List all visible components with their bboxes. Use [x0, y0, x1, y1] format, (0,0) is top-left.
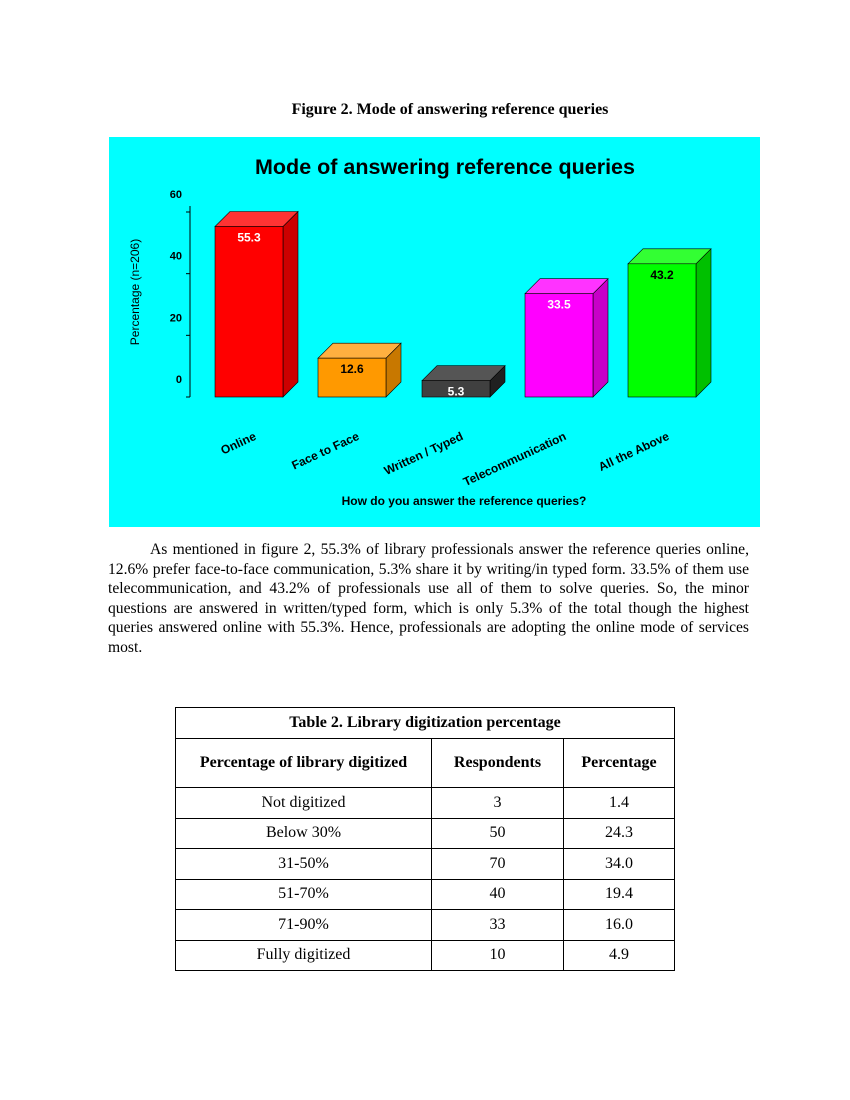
- bar-value-label: 43.2: [650, 267, 674, 282]
- chart-svg: [109, 137, 760, 527]
- bar-online: [215, 226, 283, 397]
- body-paragraph: As mentioned in figure 2, 55.3% of library professionals answer the reference queries online, 12.6% prefer face-to-face communication, 5.3% share it by writing/in typed form. 33.5% of them use telecommunication, and 43.2% of professionals use all of them to solve queries. So, the minor questions are answered in written/typed form, which is only 5.3% of the total though the highest queries answered online with 55.3%. Hence, professionals are adopting the online mode of services most.: [108, 541, 749, 656]
- table-cell: 70: [432, 849, 564, 880]
- bar-top: [422, 366, 505, 381]
- table-cell: 19.4: [564, 879, 675, 910]
- category-label: Online: [218, 429, 259, 458]
- table-row: [176, 849, 675, 880]
- bar-side: [593, 279, 608, 397]
- column-header-percentage: Percentage: [564, 739, 675, 788]
- bar-top: [628, 249, 711, 264]
- table-cell: Not digitized: [176, 788, 432, 819]
- y-tick-label: 20: [169, 312, 182, 325]
- y-tick-label: 60: [169, 189, 182, 201]
- bar-side: [696, 249, 711, 397]
- y-axis-label: Percentage (n=206): [128, 238, 142, 346]
- table-cell: 1.4: [564, 788, 675, 819]
- table-cell: 71-90%: [176, 910, 432, 941]
- table-cell: 3: [432, 788, 564, 819]
- category-label: Telecommunication: [461, 429, 569, 489]
- table-row: [176, 818, 675, 849]
- bar-value-label: 5.3: [447, 384, 465, 399]
- table-row: [176, 910, 675, 941]
- bar-side: [283, 211, 298, 397]
- category-label: Face to Face: [289, 429, 362, 473]
- bar-all-the-above: [628, 264, 696, 397]
- bar-chart: [109, 137, 760, 527]
- y-tick-label: 0: [175, 374, 182, 386]
- table-cell: 16.0: [564, 910, 675, 941]
- table-cell: 50: [432, 818, 564, 849]
- y-tick-label: 40: [169, 250, 182, 263]
- table-title: Table 2. Library digitization percentage: [176, 708, 675, 739]
- table-cell: 24.3: [564, 818, 675, 849]
- category-label: All the Above: [596, 429, 672, 474]
- table-cell: 4.9: [564, 940, 675, 971]
- table-cell: Below 30%: [176, 818, 432, 849]
- table-cell: 10: [432, 940, 564, 971]
- category-label: Written / Typed: [381, 429, 466, 478]
- table-cell: Fully digitized: [176, 940, 432, 971]
- bar-value-label: 33.5: [547, 297, 571, 312]
- table-cell: 34.0: [564, 849, 675, 880]
- digitization-table: [175, 707, 675, 971]
- bar-top: [215, 211, 298, 226]
- bar-value-label: 55.3: [237, 230, 261, 245]
- table-cell: 33: [432, 910, 564, 941]
- table-row: [176, 879, 675, 910]
- chart-title: Mode of answering reference queries: [255, 155, 635, 179]
- table-row: [176, 788, 675, 819]
- table-cell: 31-50%: [176, 849, 432, 880]
- bar-value-label: 12.6: [340, 362, 364, 377]
- table-row: [176, 940, 675, 971]
- figure-caption: Figure 2. Mode of answering reference queries: [291, 101, 609, 118]
- bar-top: [318, 343, 401, 358]
- table-cell: 51-70%: [176, 879, 432, 910]
- column-header-percentage-digitized: Percentage of library digitized: [176, 739, 432, 788]
- table-cell: 40: [432, 879, 564, 910]
- bar-top: [525, 279, 608, 294]
- x-axis-label: How do you answer the reference queries?: [341, 494, 587, 508]
- column-header-respondents: Respondents: [432, 739, 564, 788]
